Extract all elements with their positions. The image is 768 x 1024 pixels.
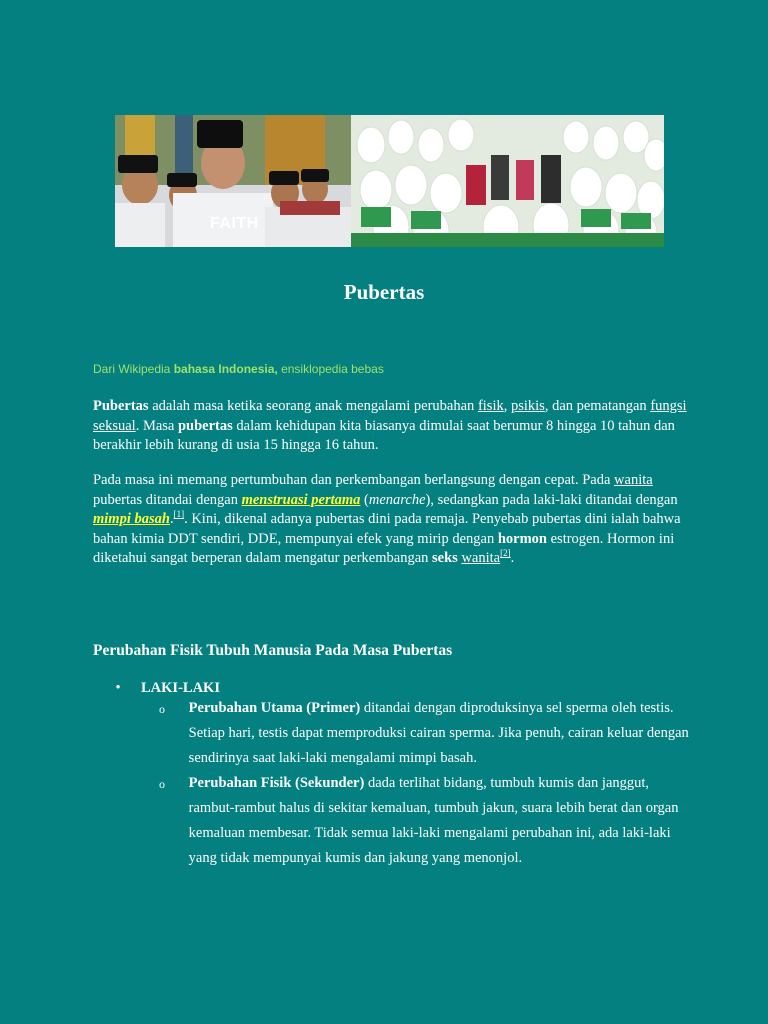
group-illustration bbox=[351, 115, 664, 247]
sub-item-text: Perubahan Utama (Primer) ditandai dengan diproduksinya sel sperma oleh testis. Setiap hari, testis dapat memproduksi cairan sperma. Jika penuh, cairan keluar dengan sendirinya saat laki-laki mengalami mimpi basah. bbox=[188, 700, 689, 766]
banner-photo-boys bbox=[115, 115, 351, 247]
banner-photo-group bbox=[351, 115, 664, 247]
link-fisik[interactable]: fisik bbox=[477, 398, 504, 414]
link-fungsi-seksual[interactable]: fungsi seksual bbox=[93, 398, 687, 434]
bullet-icon: • bbox=[115, 680, 121, 696]
source-bold: bahasa Indonesia, bbox=[173, 362, 278, 376]
term-menarche: menarche bbox=[368, 491, 426, 508]
sub-item-title: Perubahan Fisik (Sekunder) bbox=[188, 775, 365, 791]
sub-item-title: Perubahan Utama (Primer) bbox=[188, 700, 361, 716]
circle-bullet-icon: o bbox=[159, 702, 165, 716]
footnote-2-link[interactable]: [2] bbox=[500, 548, 511, 559]
term-pubertas-2: pubertas bbox=[177, 417, 233, 434]
link-wanita[interactable]: wanita bbox=[614, 472, 653, 488]
list-item-label: LAKI-LAKI bbox=[141, 680, 220, 696]
term-pubertas: Pubertas bbox=[93, 398, 149, 414]
circle-bullet-icon: o bbox=[159, 777, 165, 791]
sub-list-item bbox=[159, 771, 693, 871]
source-line bbox=[93, 362, 384, 376]
link-mimpi-basah[interactable]: mimpi basah bbox=[93, 511, 170, 527]
footnote-1-link[interactable]: [1] bbox=[173, 509, 185, 520]
term-hormon: hormon bbox=[497, 530, 547, 547]
banner-image bbox=[115, 115, 664, 247]
term-seks: seks bbox=[432, 550, 458, 566]
source-prefix: Dari Wikipedia bbox=[93, 362, 174, 376]
intro-paragraph: Pubertas adalah masa ketika seorang anak mengalami perubahan fisik, psikis, dan pematangan fungsi seksual. Masa pubertas dalam kehidupan kita biasanya dimulai saat berumur 8 hingga 10 tahun dan berakhir lebih kurang di usia 15 hingga 16 tahun. bbox=[93, 398, 687, 453]
puberty-list bbox=[93, 676, 693, 871]
source-suffix: ensiklopedia bebas bbox=[277, 362, 384, 376]
banner-caption: FAITH bbox=[210, 215, 259, 232]
section-heading: Perubahan Fisik Tubuh Manusia Pada Masa Pubertas bbox=[93, 642, 453, 659]
sub-item-text: Perubahan Fisik (Sekunder) dada terlihat bidang, tumbuh kumis dan janggut, rambut-rambut halus di sekitar kemaluan, tumbuh jakun, suara lebih berat dan organ kemaluan membesar. Tidak semua laki-laki mengalami perubahan ini, ada laki-laki yang tidak mempunyai kumis dan jakung yang menonjol. bbox=[188, 775, 679, 866]
sub-list-item bbox=[159, 696, 693, 771]
link-menstruasi-pertama[interactable]: menstruasi pertama bbox=[241, 491, 361, 508]
link-psikis[interactable]: psikis bbox=[510, 398, 545, 414]
page-title: Pubertas bbox=[343, 280, 425, 304]
second-paragraph: Pada masa ini memang pertumbuhan dan perkembangan berlangsung dengan cepat. Pada wanita pubertas ditandai dengan menstruasi pertama (menarche), sedangkan pada laki-laki ditandai dengan mimpi basah.[1]. Kini, dikenal adanya pubertas dini pada remaja. Penyebab pubertas dini ialah bahwa bahan kimia DDT sendiri, DDE, mempunyai efek yang mirip dengan hormon estrogen. Hormon ini diketahui sangat berperan dalam mengatur perkembangan seks wanita[2]. bbox=[93, 472, 681, 566]
link-wanita-2[interactable]: wanita bbox=[461, 550, 501, 566]
